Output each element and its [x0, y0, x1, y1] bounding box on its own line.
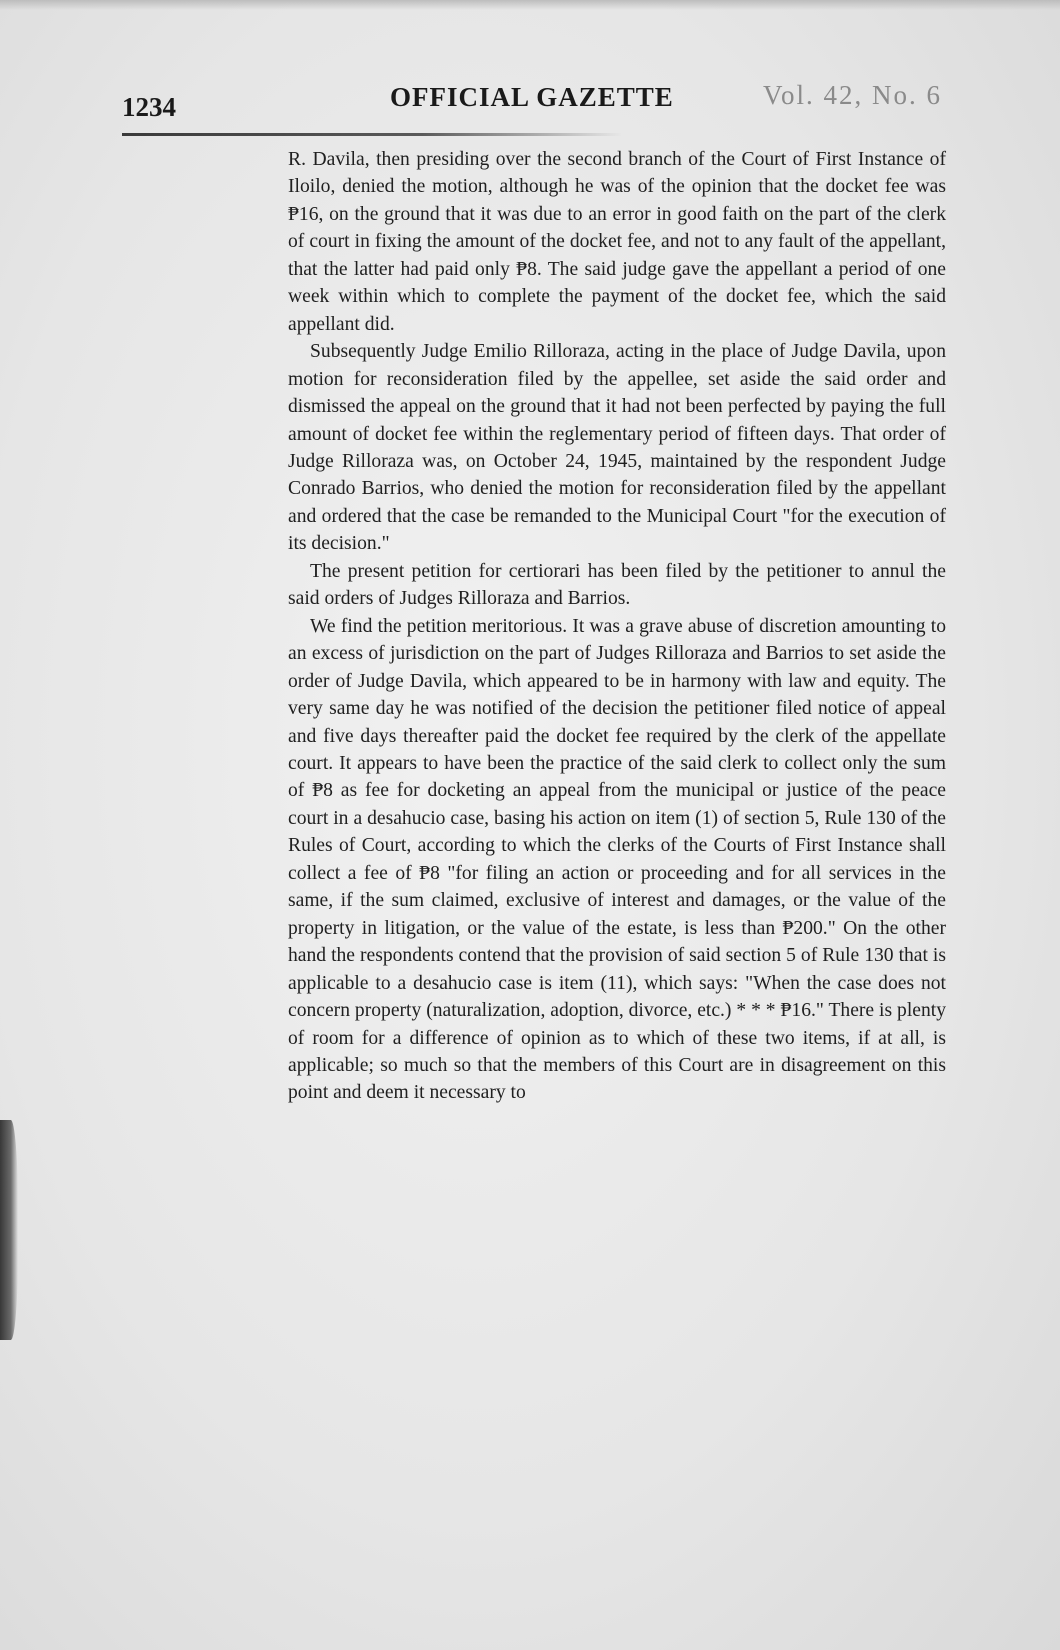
paragraph-1: R. Davila, then presiding over the second branch of the Court of First Instance of Iloilo, denied the motion, although he was of the opinion that the docket fee was ₱16, on the ground that it was due to an error in good faith on the part of the clerk of court in fixing the amount of the docket fee, and not to any fault of the appellant, that the latter had paid only ₱8. The said judge gave the appellant a period of one week within which to complete the payment of the docket fee, which the said appellant did.	[288, 149, 946, 335]
header-rule	[122, 133, 622, 136]
paragraph-2: Subsequently Judge Emilio Rilloraza, acting in the place of Judge Davila, upon motion for reconsideration filed by the appellee, set aside the said order and dismissed the appeal on the ground that it had not been perfected by paying the full amount of docket fee within the reglementary period of fifteen days. That order of Judge Rilloraza was, on October 24, 1945, maintained by the respondent Judge Conrado Barrios, who denied the motion for reconsideration filed by the appellant and ordered that the case be remanded to the Municipal Court "for the execution of its decision."	[288, 341, 946, 555]
volume-number: Vol. 42, No. 6	[762, 80, 942, 110]
paragraph-4: We find the petition meritorious. It was a grave abuse of discretion amounting to an excess of jurisdiction on the part of Judges Rilloraza and Barrios to set aside the order of Judge Davila, which appeared to be in harmony with law and equity. The very same day he was notified of the decision the petitioner filed notice of appeal and five days thereafter paid the docket fee required by the clerk of the appellate court. It appears to have been the practice of the said clerk to collect only the sum of ₱8 as fee for docketing an appeal from the municipal or justice of the peace court in a desahucio case, basing his action on item (1) of section 5, Rule 130 of the Rules of Court, according to which the clerks of the Courts of First Instance shall collect a fee of ₱8 "for filing an action or proceeding and for all services in the same, if the sum claimed, exclusive of interest and damages, or the value of the property in litigation, or the value of the estate, is less than ₱200." On the other hand the respondents contend that the provision of said section 5 of Rule 130 that is applicable to a desahucio case is item (11), which says: "When the case does not concern property (naturalization, adoption, divorce, etc.) * * * ₱16." There is plenty of room for a difference of opinion as to which of these two items, if at all, is applicable; so much so that the members of this Court are in disagreement on this point and deem it necessary to	[288, 615, 946, 1104]
page-header	[122, 80, 942, 124]
body-text	[288, 146, 946, 1107]
paragraph-3: The present petition for certiorari has been filed by the petitioner to annul the said orders of Judges Rilloraza and Barrios.	[288, 560, 946, 610]
page-binding-shadow	[0, 1120, 18, 1340]
journal-title: OFFICIAL GAZETTE	[390, 82, 674, 112]
page-number: 1234	[122, 92, 176, 122]
page-top-shadow	[0, 0, 1060, 10]
